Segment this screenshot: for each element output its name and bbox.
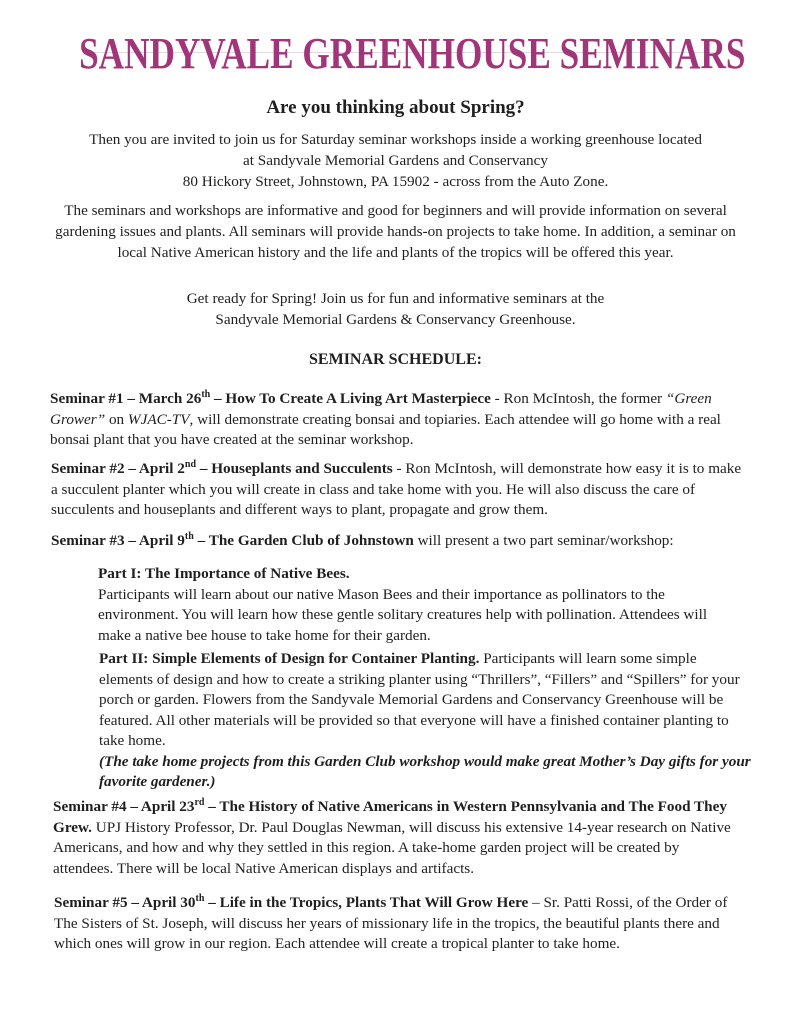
seminar-1-nickname: “Green Grower” [50, 390, 712, 428]
seminar-1-title: – How To Create A Living Art Masterpiece [210, 390, 491, 407]
seminar-2-date-suffix: nd [184, 458, 197, 470]
part-1-heading: Part I: The Importance of Native Bees. [98, 565, 350, 582]
seminar-5-text: – Sr. Patti Rossi, of the Order of The Sisters of St. Joseph, will discuss her years of missionary life in the tropics, the beautiful plants there and which ones will grow in our region. Each attendee will create a tropical planter to take home. [54, 894, 728, 952]
invitation-line-1: Then you are invited to join us for Saturday seminar workshops inside a working greenhouse located [89, 131, 702, 148]
seminar-3-date-suffix: th [184, 530, 194, 542]
seminar-1-text: - Ron McIntosh, the former [490, 390, 666, 407]
seminar-5-date: Seminar #5 – April 30 [54, 894, 196, 911]
seminar-1-text: , will demonstrate creating bonsai and topiaries. Each attendee will go home with a real bonsai plant that you have created at the seminar workshop. [50, 410, 721, 448]
seminar-4-date-suffix: rd [194, 796, 205, 808]
part-2-heading: Part II: Simple Elements of Design for Container Planting. [99, 650, 480, 667]
part-2-gift-note: (The take home projects from this Garden Club workshop would make great Mother’s Day gifts for your favorite gardener.) [99, 752, 751, 790]
seminar-1-heading [50, 390, 491, 407]
seminar-3-text: will present a two part seminar/workshop: [413, 532, 674, 549]
seminar-2-heading [51, 460, 393, 477]
seminar-2 [51, 459, 751, 521]
seminar-3-part-1 [98, 564, 738, 646]
seminar-1-text: on [105, 410, 128, 428]
seminar-5-heading [54, 894, 528, 911]
seminar-5 [54, 893, 754, 955]
get-ready-paragraph [40, 288, 751, 330]
seminar-2-text: - Ron McIntosh, will demonstrate how easy it is to make a succulent planter which you will create in class and take home with you. He will also discuss the care of succulents and houseplants and different ways to plant, propagate and grow them. [51, 460, 742, 518]
seminar-3-date: Seminar #3 – April 9 [51, 532, 185, 549]
seminar-4-date: Seminar #4 – April 23 [53, 798, 195, 815]
seminar-3-heading [51, 532, 414, 549]
description-paragraph: The seminars and workshops are informative and good for beginners and will provide information on several gardening issues and plants. All seminars will provide hands-on projects to take home. In addition, a seminar on local Native American history and the life and plants of the tropics will be offered this year. [55, 202, 736, 261]
seminar-3-part-2 [99, 649, 751, 793]
seminar-3 [51, 531, 751, 552]
seminar-4-text: UPJ History Professor, Dr. Paul Douglas Newman, will discuss his extensive 14-year research on Native Americans, and how and why they settled in this region. A take-home garden project will be created by attendees. There will be local Native American displays and artifacts. [53, 818, 731, 877]
seminar-1-date-suffix: th [201, 388, 211, 400]
get-ready-line-1: Get ready for Spring! Join us for fun and informative seminars at the [186, 290, 605, 307]
flyer-title: SANDYVALE GREENHOUSE SEMINARS [79, 29, 746, 78]
invitation-line-2: at Sandyvale Memorial Gardens and Conservancy [243, 152, 548, 169]
schedule-heading: SEMINAR SCHEDULE: [309, 351, 482, 368]
flyer-subtitle: Are you thinking about Spring? [266, 97, 525, 118]
seminar-4 [53, 797, 743, 879]
get-ready-line-2: Sandyvale Memorial Gardens & Conservancy Greenhouse. [215, 311, 576, 328]
part-1-text: Participants will learn about our native Mason Bees and their importance as pollinators to the environment. You will learn how these gentle solitary creatures help with pollination. Attendees will make a native bee house to take home for their garden. [98, 585, 708, 644]
seminar-2-title: – Houseplants and Succulents [196, 460, 393, 477]
seminar-5-title: – Life in the Tropics, Plants That Will Grow Here [204, 894, 529, 911]
invitation-paragraph [40, 129, 751, 192]
seminar-1-date: Seminar #1 – March 26 [50, 390, 202, 407]
seminar-3-title: – The Garden Club of Johnstown [193, 532, 414, 549]
seminar-1 [50, 389, 750, 451]
invitation-line-3: 80 Hickory Street, Johnstown, PA 15902 - across from the Auto Zone. [182, 173, 609, 190]
part-2-text: Participants will learn some simple elements of design and how to create a striking planter using “Thrillers”, “Fillers” and “Spillers” for your porch or garden. Flowers from the Sandyvale Memorial Gardens and Conservancy Greenhouse will be featured. All other materials will be provided so that everyone will have a finished container planting to take home. [99, 650, 740, 749]
seminar-1-station: WJAC-TV [127, 410, 190, 428]
seminar-5-date-suffix: th [195, 892, 205, 904]
seminar-2-date: Seminar #2 – April 2 [51, 460, 185, 477]
seminar-4-title: – The History of Native Americans in Western Pennsylvania and The Food They Grew. [53, 798, 727, 836]
